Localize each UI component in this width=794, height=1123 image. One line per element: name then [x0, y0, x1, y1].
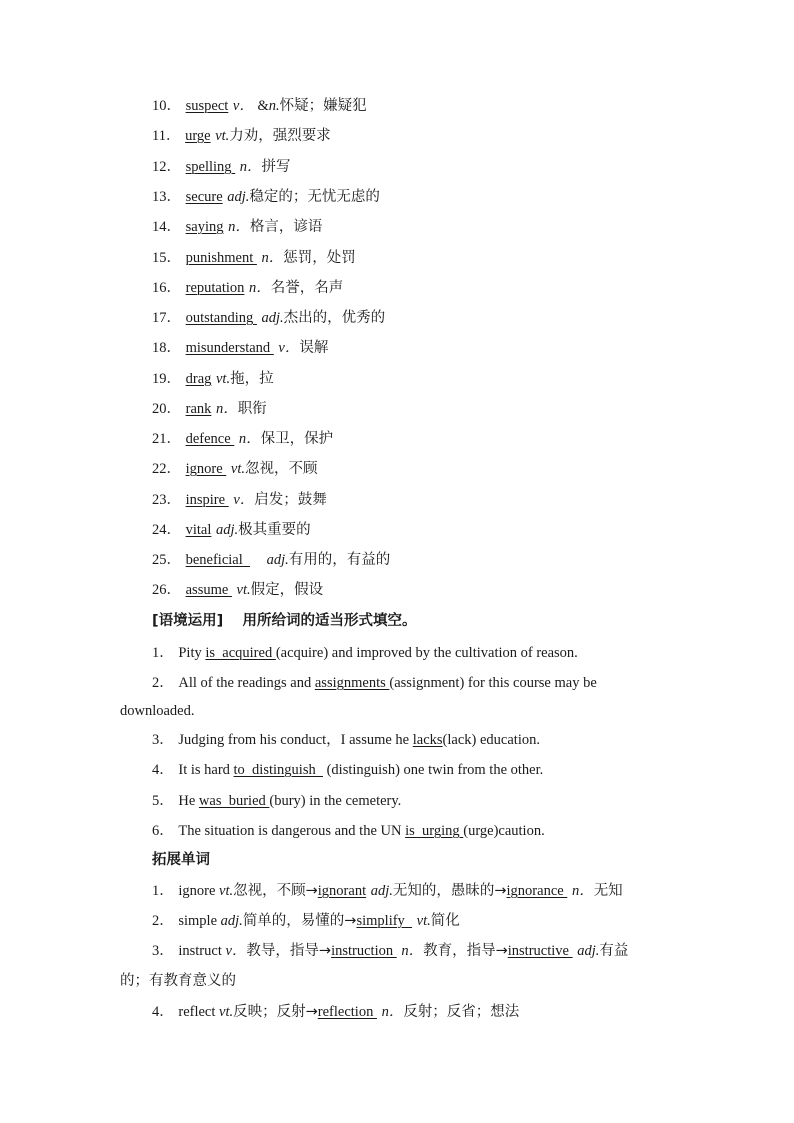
- item-number: 25．: [152, 552, 181, 568]
- answer-word: ignore: [185, 461, 227, 477]
- item-number: 24．: [152, 522, 181, 538]
- meaning: 教育，指导→: [423, 943, 508, 959]
- sentence-end: (distinguish) one twin from the other.: [322, 762, 544, 778]
- derived-word: instructive: [507, 943, 573, 959]
- sentence-start: Pity: [178, 645, 206, 661]
- answer-word: misunderstand: [185, 340, 274, 356]
- section-heading-context: [152, 610, 416, 632]
- item-number: 4．: [152, 1004, 174, 1020]
- part-of-speech: n．: [228, 219, 250, 235]
- part-of-speech: vt.: [215, 371, 231, 387]
- item-number: 13．: [152, 189, 181, 205]
- answer-blank: is acquired: [205, 645, 276, 661]
- exercise-item: [152, 820, 545, 842]
- exercise-item-continuation: [120, 700, 195, 722]
- vocab-item: [152, 216, 322, 238]
- answer-word: suspect: [185, 98, 229, 114]
- meaning-continuation: 的；有教育意义的: [120, 973, 236, 989]
- vocab-item: [152, 489, 327, 511]
- sentence-start: It is hard: [178, 762, 234, 778]
- item-number: 5．: [152, 793, 174, 809]
- answer-word: rank: [185, 401, 212, 417]
- meaning: 杰出的，优秀的: [283, 310, 386, 326]
- base-word: reflect: [178, 1004, 220, 1020]
- part-of-speech: n.: [268, 98, 280, 114]
- section-instruction: 用所给词的适当形式填空。: [242, 613, 417, 629]
- part-of-speech: v．: [233, 492, 255, 508]
- part-of-speech: adj.: [227, 189, 250, 205]
- derived-word: ignorant: [317, 883, 367, 899]
- item-number: 18．: [152, 340, 181, 356]
- item-number: 17．: [152, 310, 181, 326]
- expand-item: [152, 880, 623, 902]
- expand-item-continuation: [120, 970, 236, 992]
- answer-word: drag: [185, 371, 212, 387]
- part-of-speech: vt.: [230, 461, 245, 477]
- vocab-item: [152, 156, 291, 178]
- part-of-speech: v．: [232, 98, 254, 114]
- answer-word: inspire: [185, 492, 229, 508]
- vocab-item: [152, 307, 385, 329]
- meaning: 简单的，易懂的→: [242, 913, 357, 929]
- vocab-item: [152, 549, 390, 571]
- answer-word: beneficial: [185, 552, 251, 568]
- part-of-speech: n．: [238, 431, 261, 447]
- item-number: 3．: [152, 732, 174, 748]
- answer-word: reputation: [185, 280, 245, 296]
- derived-word: instruction: [331, 943, 397, 959]
- item-number: 2．: [152, 913, 174, 929]
- item-number: 14．: [152, 219, 181, 235]
- vocab-item: [152, 428, 333, 450]
- meaning: 启发；鼓舞: [254, 492, 327, 508]
- item-number: 10．: [152, 98, 181, 114]
- vocab-item: [152, 368, 274, 390]
- part-of-speech: n．: [249, 280, 271, 296]
- part-of-speech: adj.: [261, 310, 284, 326]
- part-of-speech: n．: [239, 159, 262, 175]
- answer-word: secure: [185, 189, 223, 205]
- meaning: 名誉，名声: [270, 280, 344, 296]
- part-of-speech: adj.: [577, 943, 600, 959]
- meaning: 误解: [299, 340, 329, 356]
- base-word: instruct: [178, 943, 226, 959]
- part-of-speech: v．: [225, 943, 247, 959]
- meaning: 格言，谚语: [249, 219, 323, 235]
- item-number: 1．: [152, 883, 174, 899]
- part-of-speech: vt.: [215, 128, 230, 144]
- vocab-item: [152, 337, 328, 359]
- answer-word: defence: [185, 431, 235, 447]
- part-of-speech: v．: [278, 340, 300, 356]
- expand-item: [152, 940, 628, 962]
- answer-blank: was buried: [198, 793, 270, 809]
- item-number: 21．: [152, 431, 181, 447]
- derived-word: ignorance: [506, 883, 568, 899]
- meaning: 简化: [430, 913, 460, 929]
- answer-word: assume: [185, 582, 232, 598]
- sentence-start: The situation is dangerous and the UN: [178, 823, 406, 839]
- item-number: 2．: [152, 675, 174, 691]
- exercise-item: [152, 672, 597, 694]
- answer-blank: assignments: [314, 675, 390, 691]
- section-title: [语境运用]: [152, 613, 224, 629]
- meaning: 无知: [593, 883, 623, 899]
- part-of-speech: adj.: [216, 522, 239, 538]
- derived-word: reflection: [317, 1004, 377, 1020]
- item-number: 6．: [152, 823, 174, 839]
- item-number: 3．: [152, 943, 174, 959]
- expand-item: [152, 1001, 519, 1023]
- answer-blank: lacks: [412, 732, 443, 748]
- part-of-speech: vt.: [236, 582, 251, 598]
- answer-word: vital: [185, 522, 212, 538]
- connector: &: [253, 98, 269, 114]
- item-number: 22．: [152, 461, 181, 477]
- base-word: ignore: [178, 883, 220, 899]
- answer-blank: is urging: [405, 823, 464, 839]
- meaning: 职衔: [237, 401, 267, 417]
- meaning: 有益: [599, 943, 629, 959]
- item-number: 19．: [152, 371, 181, 387]
- meaning: 惩罚，处罚: [283, 250, 356, 266]
- sentence-start: He: [178, 793, 199, 809]
- answer-blank: to distinguish: [233, 762, 323, 778]
- vocab-item: [152, 95, 367, 117]
- meaning: 力劝，强烈要求: [229, 128, 331, 144]
- meaning: 反射；反省；想法: [403, 1004, 520, 1020]
- meaning: 拖，拉: [230, 371, 274, 387]
- sentence-start: All of the readings and: [178, 675, 315, 691]
- item-number: 16．: [152, 280, 181, 296]
- meaning: 假定，假设: [250, 582, 324, 598]
- part-of-speech: n．: [401, 943, 424, 959]
- vocab-item: [152, 247, 356, 269]
- part-of-speech: adj.: [266, 552, 289, 568]
- sentence-end: (urge)caution.: [463, 823, 545, 839]
- vocab-item: [152, 519, 311, 541]
- part-of-speech: n．: [381, 1004, 404, 1020]
- item-number: 20．: [152, 401, 181, 417]
- part-of-speech: vt.: [219, 883, 234, 899]
- exercise-item: [152, 729, 540, 751]
- vocab-item: [152, 579, 323, 601]
- part-of-speech: vt.: [219, 1004, 234, 1020]
- answer-word: saying: [185, 219, 224, 235]
- item-number: 23．: [152, 492, 181, 508]
- part-of-speech: n．: [571, 883, 594, 899]
- exercise-item: [152, 790, 401, 812]
- part-of-speech: adj.: [370, 883, 393, 899]
- part-of-speech: n．: [261, 250, 284, 266]
- meaning: 忽视，不顾: [244, 461, 318, 477]
- exercise-item: [152, 759, 543, 781]
- sentence-end: (acquire) and improved by the cultivation of reason.: [275, 645, 578, 661]
- part-of-speech: n．: [215, 401, 238, 417]
- part-of-speech: vt.: [416, 913, 431, 929]
- sentence-end: (bury) in the cemetery.: [269, 793, 402, 809]
- section-title: 拓展单词: [152, 852, 210, 868]
- meaning: 有用的，有益的: [288, 552, 391, 568]
- base-word: simple: [178, 913, 221, 929]
- item-number: 26．: [152, 582, 181, 598]
- meaning: 无知的，愚昧的→: [392, 883, 507, 899]
- meaning: 拼写: [261, 159, 291, 175]
- vocab-item: [152, 277, 343, 299]
- sentence-continuation: downloaded.: [120, 703, 195, 719]
- meaning: 反映；反射→: [233, 1004, 318, 1020]
- vocab-item: [152, 398, 267, 420]
- answer-word: spelling: [185, 159, 236, 175]
- item-number: 12．: [152, 159, 181, 175]
- meaning: 教导，指导→: [246, 943, 332, 959]
- vocab-item: [152, 458, 317, 480]
- answer-word: punishment: [185, 250, 257, 266]
- meaning: 保卫，保护: [260, 431, 334, 447]
- derived-word: simplify: [356, 913, 413, 929]
- section-heading-expand: [152, 849, 210, 871]
- part-of-speech: adj.: [220, 913, 243, 929]
- item-number: 15．: [152, 250, 181, 266]
- sentence-start: Judging from his conduct，I assume he: [178, 732, 413, 748]
- answer-word: urge: [185, 128, 211, 144]
- answer-word: outstanding: [185, 310, 257, 326]
- item-number: 1．: [152, 645, 174, 661]
- meaning: 极其重要的: [238, 522, 311, 538]
- item-number: 11．: [152, 128, 181, 144]
- sentence-end: (lack) education.: [442, 732, 540, 748]
- expand-item: [152, 910, 460, 932]
- exercise-item: [152, 642, 578, 664]
- meaning: 怀疑；嫌疑犯: [279, 98, 367, 114]
- meaning: 稳定的；无忧无虑的: [249, 189, 380, 205]
- vocab-item: [152, 125, 331, 147]
- item-number: 4．: [152, 762, 174, 778]
- vocab-item: [152, 186, 380, 208]
- sentence-end: (assignment) for this course may be: [389, 675, 597, 691]
- meaning: 忽视，不顾→: [233, 883, 318, 899]
